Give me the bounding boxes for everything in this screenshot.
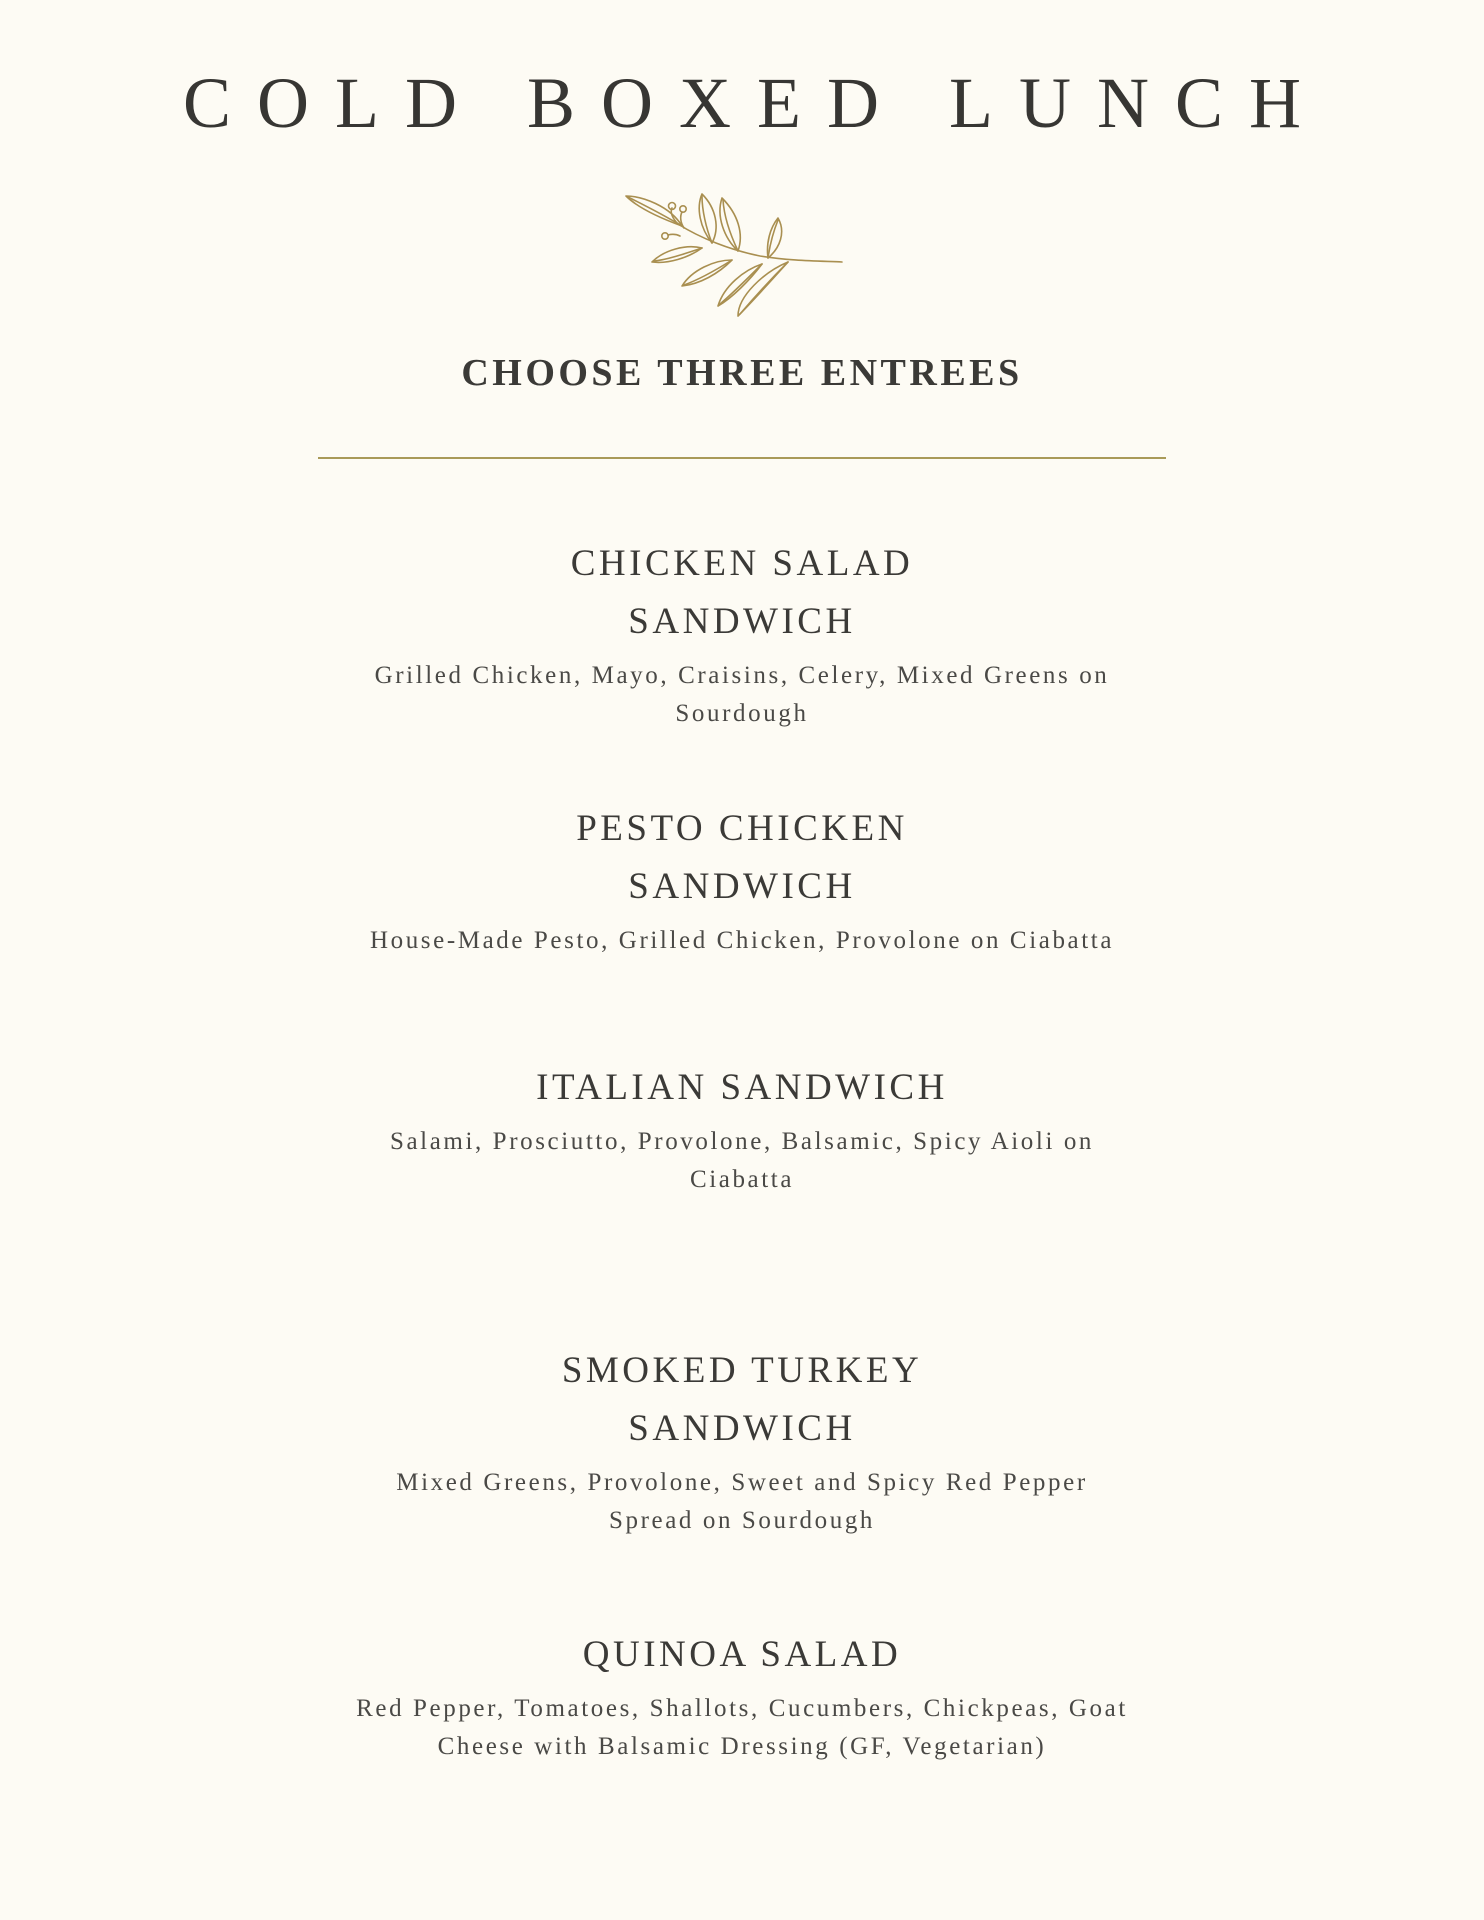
entree-description: Salami, Prosciutto, Provolone, Balsamic, Spicy Aioli on Ciabatta <box>389 1128 1095 1193</box>
entree-description: Grilled Chicken, Mayo, Craisins, Celery, Mixed Greens on Sourdough <box>374 662 1110 727</box>
entree-item <box>0 1626 1484 1766</box>
entree-item <box>0 800 1484 960</box>
menu-subtitle: CHOOSE THREE ENTREES <box>461 352 1023 394</box>
entree-description: Mixed Greens, Provolone, Sweet and Spicy Red Pepper Spread on Sourdough <box>396 1469 1088 1534</box>
entree-item <box>0 535 1484 733</box>
entree-name: PESTO CHICKEN SANDWICH <box>576 808 908 907</box>
entree-name: SMOKED TURKEY SANDWICH <box>561 1350 923 1449</box>
section-divider <box>318 457 1166 459</box>
olive-branch-icon <box>620 188 845 323</box>
entree-item <box>0 1059 1484 1199</box>
entree-name: ITALIAN SANDWICH <box>536 1067 948 1108</box>
entree-description: Red Pepper, Tomatoes, Shallots, Cucumbers, Chickpeas, Goat Cheese with Balsamic Dressing (GF, Vegetarian) <box>356 1695 1128 1760</box>
entree-name: QUINOA SALAD <box>582 1634 902 1675</box>
entree-description: House-Made Pesto, Grilled Chicken, Provolone on Ciabatta <box>369 927 1115 954</box>
menu-title: COLD BOXED LUNCH <box>183 63 1327 143</box>
entree-name: CHICKEN SALAD SANDWICH <box>570 543 914 642</box>
entree-item <box>0 1342 1484 1540</box>
